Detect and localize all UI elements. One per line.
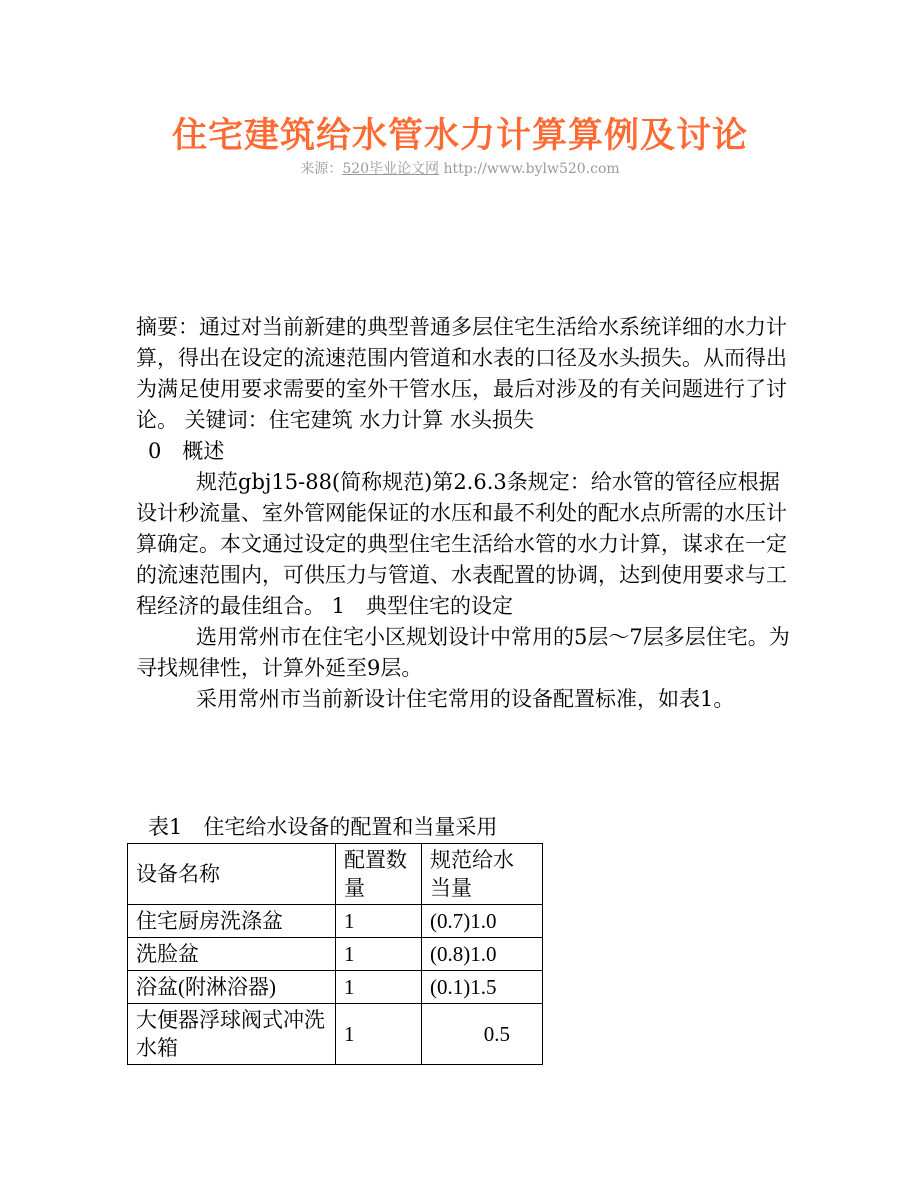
table-cell: 1 [336,905,422,938]
table-caption: 表1 住宅给水设备的配置和当量采用 [148,815,498,839]
source-link[interactable]: 520毕业论文网 [342,161,440,177]
table-row [128,1004,543,1065]
body-paragraph: 规范gbj15-88(简称规范)第2.6.3条规定：给水管的管径应根据设计秒流量、室外管网能保证的水压和最不利处的配水点所需的水压计算确定。本文通过设定的典型住宅生活给水管的水力计算，谋求在一定的流速范围内，可供压力与管道、水表配置的协调，达到使用要求与工程经济的最佳组合。 1 典型住宅的设定 [136,470,787,618]
table-cell: (0.7)1.0 [422,905,543,938]
table-row [128,971,543,1004]
table-row [128,938,543,971]
table-header-row [128,844,543,905]
table-header-cell: 配置数量 [336,844,422,905]
source-label: 来源： [300,161,343,177]
table-cell: 浴盆(附淋浴器) [128,971,336,1004]
table-cell: 1 [336,938,422,971]
table-cell: 大便器浮球阀式冲洗水箱 [128,1004,336,1065]
source-line [0,158,920,178]
body-paragraph: 采用常州市当前新设计住宅常用的设备配置标准，如表1。 [196,687,735,711]
abstract-paragraph: 摘要：通过对当前新建的典型普通多层住宅生活给水系统详细的水力计算，得出在设定的流速范围内管道和水表的口径及水头损失。从而得出为满足使用要求需要的室外干管水压，最后对涉及的有关问题进行了讨论。 关键词：住宅建筑 水力计算 水头损失 [136,315,787,432]
table-cell: 住宅厨房洗涤盆 [128,905,336,938]
table-cell: 1 [336,971,422,1004]
table-row [128,905,543,938]
table-cell: (0.1)1.5 [422,971,543,1004]
section-heading-overview: 0 概述 [148,439,225,463]
body-paragraph: 选用常州市在住宅小区规划设计中常用的5层～7层多层住宅。为寻找规律性，计算外延至9层。 [136,625,790,680]
table-cell: 0.5 [422,1004,543,1065]
table-cell: 洗脸盆 [128,938,336,971]
article-body [136,312,792,715]
table-header-cell: 规范给水当量 [422,844,543,905]
page-title: 住宅建筑给水管水力计算算例及讨论 [171,115,748,156]
equipment-table [127,843,543,1065]
table-cell: 1 [336,1004,422,1065]
table-header-cell: 设备名称 [128,844,336,905]
table-cell: (0.8)1.0 [422,938,543,971]
source-url[interactable]: http://www.bylw520.com [443,161,620,177]
